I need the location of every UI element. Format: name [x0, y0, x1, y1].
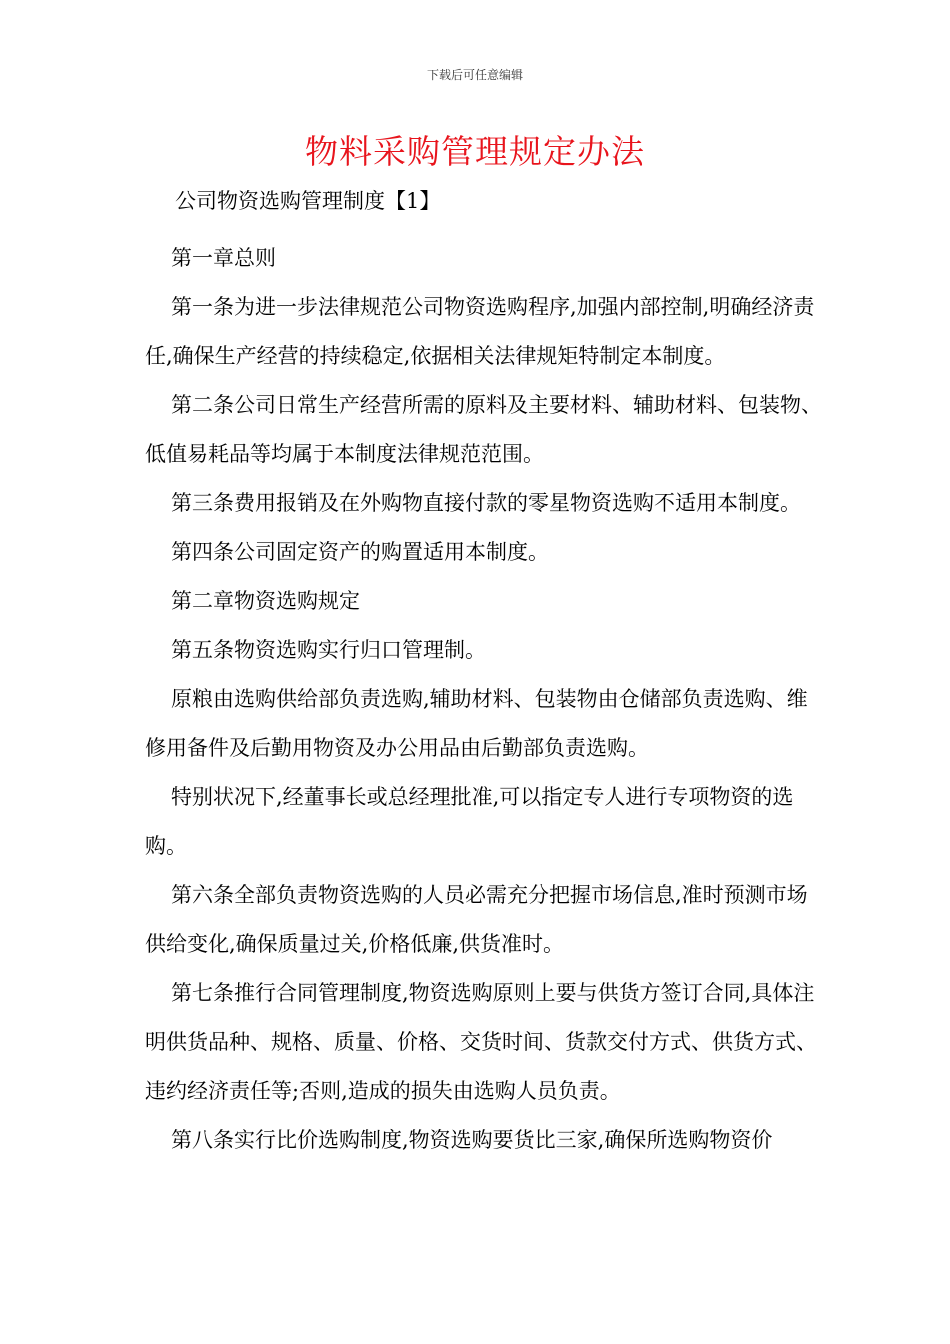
- header-note: 下载后可任意编辑: [426, 68, 523, 82]
- paragraph-article-4: 第四条公司固定资产的购置适用本制度。: [171, 540, 549, 564]
- paragraph-raw-grain: 原粮由选购供给部负责选购,辅助材料、包装物由仓储部负责选购、维修用备件及后勤用物资及办公用品由后勤部负责选购。: [145, 687, 808, 760]
- paragraph-article-7: 第七条推行合同管理制度,物资选购原则上要与供货方签订合同,具体注明供货品种、规格、质量、价格、交货时间、货款交付方式、供货方式、违约经济责任等;否则,造成的损失由选购人员负责。: [145, 981, 817, 1103]
- paragraph-chapter-2: 第二章物资选购规定: [171, 589, 360, 613]
- paragraph-article-1: 第一条为进一步法律规范公司物资选购程序,加强内部控制,明确经济责任,确保生产经营的持续稳定,依据相关法律规矩特制定本制度。: [145, 295, 815, 368]
- document-title: 物料采购管理规定办法: [305, 132, 645, 171]
- paragraph-article-2: 第二条公司日常生产经营所需的原料及主要材料、辅助材料、包装物、低值易耗品等均属于本制度法律规范范围。: [145, 393, 822, 466]
- section-subtitle: 公司物资选购管理制度【1】: [175, 189, 441, 213]
- paragraph-article-6: 第六条全部负责物资选购的人员必需充分把握市场信息,准时预测市场供给变化,确保质量过关,价格低廉,供货准时。: [145, 883, 808, 956]
- paragraph-article-8: 第八条实行比价选购制度,物资选购要货比三家,确保所选购物资价: [171, 1128, 773, 1152]
- paragraph-chapter-1: 第一章总则: [171, 246, 276, 270]
- document-body: [145, 184, 825, 1165]
- paragraph-special-case: 特别状况下,经董事长或总经理批准,可以指定专人进行专项物资的选购。: [145, 785, 794, 858]
- paragraph-article-5: 第五条物资选购实行归口管理制。: [171, 638, 486, 662]
- paragraph-article-3: 第三条费用报销及在外购物直接付款的零星物资选购不适用本制度。: [171, 491, 801, 515]
